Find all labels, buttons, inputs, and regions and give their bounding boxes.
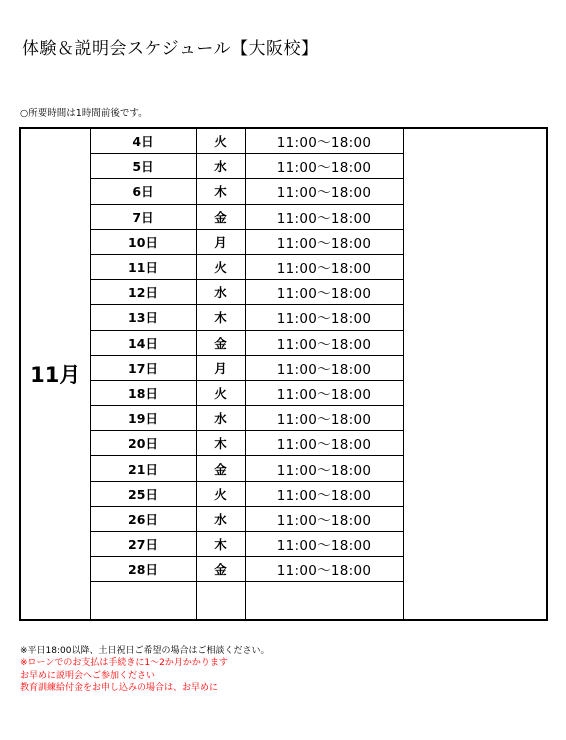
weekday-cell: 火 bbox=[196, 481, 245, 506]
day-cell: 26日 bbox=[90, 506, 196, 531]
weekday-cell: 水 bbox=[196, 154, 245, 179]
weekday-cell: 水 bbox=[196, 406, 245, 431]
time-cell: 11:00～18:00 bbox=[245, 330, 403, 355]
day-cell: 11日 bbox=[90, 254, 196, 279]
schedule-body bbox=[20, 128, 547, 620]
weekday-cell: 金 bbox=[196, 204, 245, 229]
time-cell: 11:00～18:00 bbox=[245, 532, 403, 557]
weekday-cell: 月 bbox=[196, 229, 245, 254]
time-cell: 11:00～18:00 bbox=[245, 154, 403, 179]
weekday-cell: 火 bbox=[196, 128, 245, 154]
time-cell: 11:00～18:00 bbox=[245, 305, 403, 330]
footer-notes bbox=[20, 645, 269, 694]
weekday-cell: 水 bbox=[196, 280, 245, 305]
day-cell: 21日 bbox=[90, 456, 196, 481]
weekday-cell: 金 bbox=[196, 557, 245, 582]
day-cell: 20日 bbox=[90, 431, 196, 456]
time-cell: 11:00～18:00 bbox=[245, 481, 403, 506]
weekday-cell: 木 bbox=[196, 305, 245, 330]
weekday-cell: 木 bbox=[196, 179, 245, 204]
day-cell: 19日 bbox=[90, 406, 196, 431]
footer-note-subsidy: 教育訓練給付金をお申し込みの場合は、お早めに bbox=[20, 682, 219, 693]
empty-day-cell bbox=[90, 582, 196, 621]
time-cell: 11:00～18:00 bbox=[245, 128, 403, 154]
weekday-cell: 木 bbox=[196, 532, 245, 557]
footer-note-attend: お早めに説明会へご参加ください bbox=[20, 670, 156, 681]
time-cell: 11:00～18:00 bbox=[245, 254, 403, 279]
day-cell: 12日 bbox=[90, 280, 196, 305]
time-cell: 11:00～18:00 bbox=[245, 380, 403, 405]
duration-note: ○所要時間は1時間前後です。 bbox=[20, 108, 148, 119]
time-cell: 11:00～18:00 bbox=[245, 557, 403, 582]
time-cell: 11:00～18:00 bbox=[245, 456, 403, 481]
weekday-cell: 火 bbox=[196, 380, 245, 405]
weekday-cell: 木 bbox=[196, 431, 245, 456]
schedule-table bbox=[19, 127, 548, 621]
day-cell: 27日 bbox=[90, 532, 196, 557]
weekday-cell: 火 bbox=[196, 254, 245, 279]
month-cell: 11月 bbox=[20, 128, 90, 620]
day-cell: 17日 bbox=[90, 355, 196, 380]
time-cell: 11:00～18:00 bbox=[245, 406, 403, 431]
time-cell: 11:00～18:00 bbox=[245, 431, 403, 456]
time-cell: 11:00～18:00 bbox=[245, 204, 403, 229]
day-cell: 6日 bbox=[90, 179, 196, 204]
time-cell: 11:00～18:00 bbox=[245, 506, 403, 531]
schedule-row bbox=[20, 128, 547, 154]
day-cell: 25日 bbox=[90, 481, 196, 506]
time-cell: 11:00～18:00 bbox=[245, 179, 403, 204]
weekday-cell: 水 bbox=[196, 506, 245, 531]
empty-weekday-cell bbox=[196, 582, 245, 621]
remarks-cell bbox=[403, 128, 547, 620]
time-cell: 11:00～18:00 bbox=[245, 280, 403, 305]
day-cell: 28日 bbox=[90, 557, 196, 582]
footer-note-weekend: ※平日18:00以降、土日祝日ご希望の場合はご相談ください。 bbox=[20, 646, 270, 656]
day-cell: 4日 bbox=[90, 128, 196, 154]
footer-note-loan: ※ローンでのお支払は手続きに1～2か月かかります bbox=[20, 658, 228, 669]
time-cell: 11:00～18:00 bbox=[245, 355, 403, 380]
day-cell: 7日 bbox=[90, 204, 196, 229]
day-cell: 10日 bbox=[90, 229, 196, 254]
time-cell: 11:00～18:00 bbox=[245, 229, 403, 254]
day-cell: 5日 bbox=[90, 154, 196, 179]
day-cell: 13日 bbox=[90, 305, 196, 330]
day-cell: 18日 bbox=[90, 380, 196, 405]
empty-time-cell bbox=[245, 582, 403, 621]
page-title: 体験＆説明会スケジュール【大阪校】 bbox=[22, 39, 319, 59]
day-cell: 14日 bbox=[90, 330, 196, 355]
weekday-cell: 金 bbox=[196, 456, 245, 481]
weekday-cell: 金 bbox=[196, 330, 245, 355]
weekday-cell: 月 bbox=[196, 355, 245, 380]
